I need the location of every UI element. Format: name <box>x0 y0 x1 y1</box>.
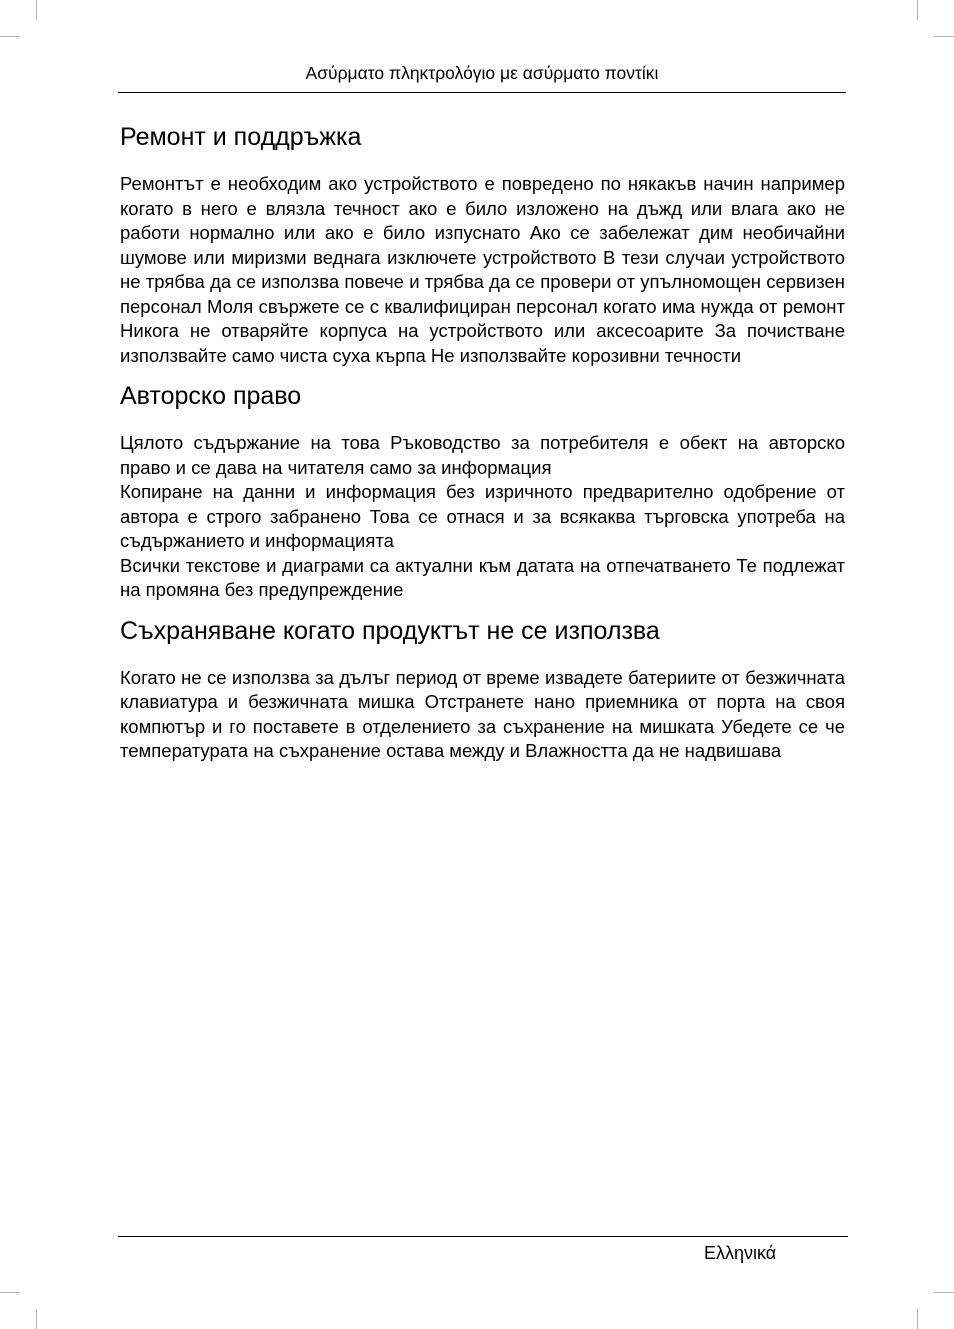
crop-mark-bottom-left <box>36 1309 37 1329</box>
section-storage <box>120 613 845 764</box>
paragraph-copyright-2: Копиране на данни и информация без изричното предварително одобрение от автора е строго забранено Това се отнася и за всякаква търговска употреба на съдържанието и информацията <box>120 481 845 551</box>
section-repair <box>120 119 845 368</box>
crop-mark-bottom-right <box>917 1309 918 1329</box>
crop-mark-top-right <box>917 0 918 20</box>
header-rule <box>118 92 846 93</box>
crop-mark-right-bottom <box>934 1292 954 1293</box>
paragraph-repair: Ремонтът е необходим ако устройството е повредено по някакъв начин например когато в него е влязла течност ако е било изложено на дъжд или влага ако не работи нормално или ако е било изпуснато Ако се забележат дим необичайни шумове или миризми веднага изключете устройството В тези случаи устройството не трябва да се използва повече и трябва да се провери от упълномощен сервизен персонал Моля свържете се с квалифициран персонал когато има нужда от ремонт Никога не отваряйте корпуса на устройството или аксесоарите За почистване използвайте само чиста суха кърпа Не използвайте корозивни течности <box>120 173 845 366</box>
section-title-storage: Съхраняване когато продуктът не се използва <box>120 616 660 645</box>
crop-mark-right-top <box>934 36 954 37</box>
paragraph-copyright-1: Цялото съдържание на това Ръководство за потребителя е обект на авторско право и се дава на читателя само за информация <box>120 432 845 478</box>
section-copyright <box>120 378 845 603</box>
footer-rule <box>118 1236 848 1237</box>
paragraph-copyright-3: Всички текстове и диаграми са актуални към датата на отпечатването Те подлежат на промяна без предупреждение <box>120 554 845 600</box>
crop-mark-left-bottom <box>0 1292 20 1293</box>
footer-language: Ελληνικά <box>704 1243 777 1263</box>
running-header: Ασύρματο πληκτρολόγιο με ασύρματο ποντίκι <box>305 63 659 83</box>
paragraph-storage: Когато не се използва за дълъг период от време извадете батериите от безжичната клавиатура и безжичната мишка Отстранете нано приемника от порта на своя компютър и го поставете в отделението за съхранение на мишката Убедете се че температурата на съхранение остава между и Влажността да не надвишава <box>120 666 845 761</box>
crop-mark-left-top <box>0 36 20 37</box>
page-content <box>120 119 845 764</box>
crop-mark-top-left <box>36 0 37 20</box>
section-title-repair: Ремонт и поддръжка <box>120 123 362 151</box>
section-title-copyright: Авторско право <box>120 382 302 410</box>
